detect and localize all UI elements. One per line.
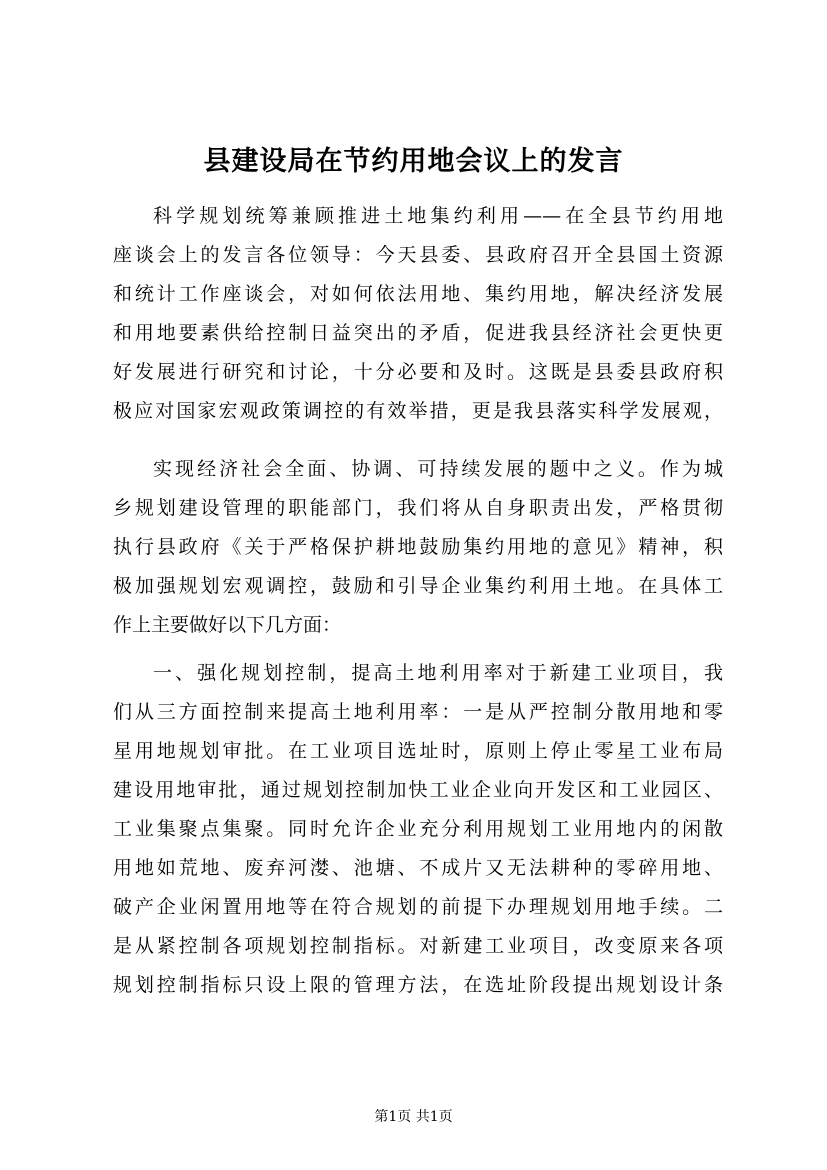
paragraph-line: 实现经济社会全面、协调、可持续发展的题中之义。作为城 [153, 458, 723, 480]
paragraph-line: 们从三方面控制来提高土地利用率：一是从严控制分散用地和零 [113, 701, 723, 723]
paragraph-line: 好发展进行研究和讨论，十分必要和及时。这既是县委县政府积 [113, 361, 723, 383]
paragraph-line: 执行县政府《关于严格保护耕地鼓励集约用地的意见》精神，积 [113, 536, 723, 558]
paragraph-line: 作上主要做好以下几方面： [113, 614, 342, 636]
paragraph-line: 极加强规划宏观调控，鼓励和引导企业集约利用土地。在具体工 [113, 575, 723, 597]
paragraph-line: 乡规划建设管理的职能部门，我们将从自身职责出发，严格贯彻 [113, 497, 723, 519]
paragraph-line: 工业集聚点集聚。同时允许企业充分利用规划工业用地内的闲散 [113, 818, 723, 840]
paragraph-line: 极应对国家宏观政策调控的有效举措，更是我县落实科学发展观， [113, 400, 723, 422]
paragraph-line: 和统计工作座谈会，对如何依法用地、集约用地，解决经济发展 [113, 283, 723, 305]
paragraph-line: 破产企业闲置用地等在符合规划的前提下办理规划用地手续。二 [113, 896, 723, 918]
paragraph-line: 座谈会上的发言各位领导：今天县委、县政府召开全县国土资源 [113, 244, 723, 266]
paragraph-line: 是从紧控制各项规划控制指标。对新建工业项目，改变原来各项 [113, 935, 723, 957]
paragraph-line: 用地如荒地、废弃河漤、池塘、不成片又无法耕种的零碎用地、 [113, 857, 723, 879]
paragraph-line: 和用地要素供给控制日益突出的矛盾，促进我县经济社会更快更 [113, 322, 723, 344]
page-footer: 第1页 共1页 [374, 1109, 453, 1125]
paragraph-line: 规划控制指标只设上限的管理方法，在选址阶段提出规划设计条 [113, 974, 723, 996]
paragraph-line: 一、强化规划控制，提高土地利用率对于新建工业项目，我 [153, 662, 723, 684]
document-title: 县建设局在节约用地会议上的发言 [203, 146, 624, 177]
paragraph-line: 星用地规划审批。在工业项目选址时，原则上停止零星工业布局 [113, 740, 723, 762]
paragraph-line: 科学规划统筹兼顾推进土地集约利用——在全县节约用地 [153, 205, 723, 227]
paragraph-line: 建设用地审批，通过规划控制加快工业企业向开发区和工业园区、 [113, 779, 723, 801]
